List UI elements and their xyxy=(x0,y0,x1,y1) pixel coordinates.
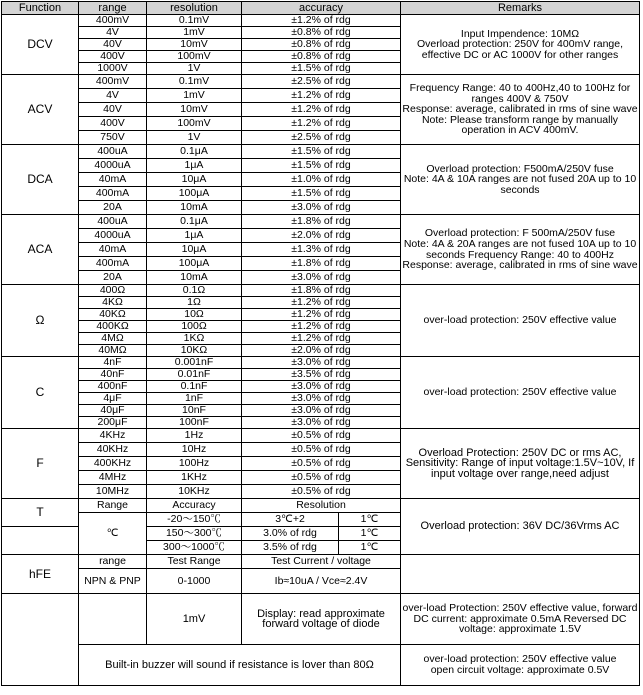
temp-unit: ℃ xyxy=(79,513,147,555)
range-cell: 400mA xyxy=(79,187,147,201)
function-aca: ACA xyxy=(2,215,79,285)
temp-resolution-cell: 1℃ xyxy=(339,541,401,555)
resolution-cell: 10μA xyxy=(147,243,242,257)
resolution-cell: 0.001nF xyxy=(147,357,242,369)
range-cell: 400Ω xyxy=(79,285,147,297)
range-cell: 4V xyxy=(79,89,147,103)
resolution-cell: 100μA xyxy=(147,187,242,201)
resolution-cell: 10μA xyxy=(147,173,242,187)
hfe-range-header: range xyxy=(79,555,147,569)
resolution-cell: 1mV xyxy=(147,27,242,39)
range-cell: 4μF xyxy=(79,393,147,405)
accuracy-cell: ±2.0% of rdg xyxy=(242,229,401,243)
range-cell: 20A xyxy=(79,201,147,215)
resolution-cell: 0.1μA xyxy=(147,215,242,229)
accuracy-cell: ±3.0% of rdg xyxy=(242,405,401,417)
range-cell: 40nF xyxy=(79,369,147,381)
remark-line: Response: average, calibrated in rms of sine wave xyxy=(402,259,638,272)
accuracy-cell: ±1.5% of rdg xyxy=(242,159,401,173)
table-row xyxy=(2,429,640,443)
accuracy-cell: ±1.2% of rdg xyxy=(242,333,401,345)
hfe-test-current-header: Test Current / voltage xyxy=(242,555,401,569)
temp-accuracy-cell: 3.0% of rdg xyxy=(242,527,339,541)
range-cell: 400mV xyxy=(79,15,147,27)
accuracy-cell: ±1.2% of rdg xyxy=(242,103,401,117)
function-blank xyxy=(2,594,79,686)
remarks-aca xyxy=(401,215,640,285)
accuracy-cell: ±0.5% of rdg xyxy=(242,471,401,485)
resolution-cell: 10Hz xyxy=(147,443,242,457)
function-acv: ACV xyxy=(2,75,79,145)
temp-resolution-cell: 1℃ xyxy=(339,513,401,527)
table-row xyxy=(2,555,640,569)
accuracy-cell: ±3.0% of rdg xyxy=(242,271,401,285)
accuracy-cell: ±1.8% of rdg xyxy=(242,257,401,271)
range-cell: 750V xyxy=(79,131,147,145)
range-cell: 400KΩ xyxy=(79,321,147,333)
range-cell: 4MHz xyxy=(79,471,147,485)
function-hfe: hFE xyxy=(2,555,79,594)
resolution-cell: 1μA xyxy=(147,229,242,243)
resolution-cell: 10Ω xyxy=(147,309,242,321)
accuracy-cell: ±2.5% of rdg xyxy=(242,75,401,89)
range-cell: 400uA xyxy=(79,215,147,229)
resolution-cell: 10mV xyxy=(147,103,242,117)
accuracy-cell: ±1.2% of rdg xyxy=(242,321,401,333)
resolution-cell: 10KHz xyxy=(147,485,242,499)
accuracy-cell: ±1.5% of rdg xyxy=(242,187,401,201)
remark-line: Overload Protection: 250V DC or rms AC, Sensitivity: Range of input voltage:1.5V~10V, If input voltage over range,need adjust xyxy=(405,446,635,480)
resolution-cell: 0.1μA xyxy=(147,145,242,159)
header-accuracy: accuracy xyxy=(242,2,401,15)
resolution-cell: 0.1nF xyxy=(147,381,242,393)
hfe-test-range-header: Test Range xyxy=(147,555,242,569)
remark-line: over-load protection: 250V effective value xyxy=(423,386,617,399)
accuracy-cell: ±0.8% of rdg xyxy=(242,39,401,51)
remarks-hfe xyxy=(401,555,640,594)
accuracy-cell: ±1.2% of rdg xyxy=(242,117,401,131)
range-cell: 400V xyxy=(79,51,147,63)
resolution-cell: 1V xyxy=(147,63,242,75)
range-cell: 40mA xyxy=(79,173,147,187)
range-cell: 20A xyxy=(79,271,147,285)
temp-accuracy-cell: 3.5% of rdg xyxy=(242,541,339,555)
table-row xyxy=(2,75,640,89)
remarks-dcv xyxy=(401,15,640,75)
range-cell: 40V xyxy=(79,39,147,51)
accuracy-cell: ±3.0% of rdg xyxy=(242,381,401,393)
remarks-frequency xyxy=(401,429,640,499)
accuracy-cell: ±0.5% of rdg xyxy=(242,457,401,471)
accuracy-cell: ±1.8% of rdg xyxy=(242,285,401,297)
range-cell: 40MΩ xyxy=(79,345,147,357)
range-cell: 4V xyxy=(79,27,147,39)
remarks-acv xyxy=(401,75,640,145)
resolution-cell: 1μA xyxy=(147,159,242,173)
resolution-cell: 100mV xyxy=(147,51,242,63)
function-dca: DCA xyxy=(2,145,79,215)
temp-range-header: Range xyxy=(79,499,147,513)
resolution-cell: 100Ω xyxy=(147,321,242,333)
remark-line: over-load protection: 250V effective value xyxy=(423,653,617,666)
resolution-cell: 0.1mV xyxy=(147,75,242,89)
remarks-dca xyxy=(401,145,640,215)
remark-line: Input Impendence: 10MΩ xyxy=(460,27,580,40)
resolution-cell: 10nF xyxy=(147,405,242,417)
remark-line: Frequency Range: 40 to 400Hz,40 to 100Hz for ranges 400V & 750V xyxy=(409,82,631,105)
remark-line: open circuit voltage: approximate 0.5V xyxy=(430,664,610,676)
range-cell: 4000uA xyxy=(79,159,147,173)
accuracy-cell: ±1.2% of rdg xyxy=(242,15,401,27)
header-row xyxy=(2,2,640,15)
resolution-cell: 10mA xyxy=(147,201,242,215)
range-cell: 40KHz xyxy=(79,443,147,457)
resolution-cell: 0.01nF xyxy=(147,369,242,381)
remark-line: Overload protection: F500mA/250V fuse xyxy=(426,162,614,175)
hfe-type: NPN & PNP xyxy=(79,569,147,594)
temp-accuracy-cell: 3℃+2 xyxy=(242,513,339,527)
diode-range-blank xyxy=(79,594,147,645)
resolution-cell: 1nF xyxy=(147,393,242,405)
temp-resolution-header: Resolution xyxy=(242,499,401,513)
range-cell: 400mV xyxy=(79,75,147,89)
hfe-test-current: Ib≈10uA / Vce≈2.4V xyxy=(242,569,401,594)
accuracy-cell: ±1.2% of rdg xyxy=(242,309,401,321)
accuracy-cell: ±1.2% of rdg xyxy=(242,297,401,309)
resolution-cell: 100nF xyxy=(147,417,242,429)
temp-range-cell: 300～1000℃ xyxy=(147,541,242,555)
range-cell: 10MHz xyxy=(79,485,147,499)
spec-table xyxy=(1,1,640,686)
range-cell: 4KΩ xyxy=(79,297,147,309)
resolution-cell: 1Hz xyxy=(147,429,242,443)
accuracy-cell: ±1.8% of rdg xyxy=(242,215,401,229)
accuracy-cell: ±1.0% of rdg xyxy=(242,173,401,187)
range-cell: 40mA xyxy=(79,243,147,257)
header-resolution: resolution xyxy=(147,2,242,15)
remark-line: Note: 4A & 10A ranges are not fused 20A up to 10 seconds xyxy=(403,173,637,196)
accuracy-cell: ±1.5% of rdg xyxy=(242,145,401,159)
temp-range-cell: 150～300℃ xyxy=(147,527,242,541)
accuracy-cell: ±3.0% of rdg xyxy=(242,417,401,429)
remark-line: Note: Please transform range by manually operation in ACV 400mV. xyxy=(421,113,619,137)
remarks-ohm xyxy=(401,285,640,357)
resolution-cell: 1KΩ xyxy=(147,333,242,345)
temp-resolution-cell: 1℃ xyxy=(339,527,401,541)
accuracy-cell: ±3.0% of rdg xyxy=(242,393,401,405)
resolution-cell: 1KHz xyxy=(147,471,242,485)
resolution-cell: 100Hz xyxy=(147,457,242,471)
resolution-cell: 10mA xyxy=(147,271,242,285)
table-row xyxy=(2,499,640,513)
accuracy-cell: ±2.0% of rdg xyxy=(242,345,401,357)
remarks-buzzer xyxy=(401,645,640,686)
table-row xyxy=(2,594,640,645)
range-cell: 400nF xyxy=(79,381,147,393)
function-temperature-spacer xyxy=(2,527,79,541)
accuracy-cell: ±1.2% of rdg xyxy=(242,89,401,103)
temp-range-cell: -20～150℃ xyxy=(147,513,242,527)
range-cell: 40V xyxy=(79,103,147,117)
remark-line: over-load protection: 250V effective value xyxy=(423,314,617,327)
resolution-cell: 100μA xyxy=(147,257,242,271)
remark-line: over-load Protection: 250V effective value, forward DC current: approximate 0.5mA Reversed DC voltage: approximate 1.5V xyxy=(402,602,638,636)
remarks-capacitance xyxy=(401,357,640,429)
remarks-diode xyxy=(401,594,640,645)
accuracy-cell: ±1.3% of rdg xyxy=(242,243,401,257)
range-cell: 4MΩ xyxy=(79,333,147,345)
resolution-cell: 10KΩ xyxy=(147,345,242,357)
function-frequency: F xyxy=(2,429,79,499)
range-cell: 1000V xyxy=(79,63,147,75)
resolution-cell: 100mV xyxy=(147,117,242,131)
function-dcv: DCV xyxy=(2,15,79,75)
range-cell: 40μF xyxy=(79,405,147,417)
resolution-cell: 1V xyxy=(147,131,242,145)
accuracy-cell: ±0.5% of rdg xyxy=(242,443,401,457)
resolution-cell: 0.1Ω xyxy=(147,285,242,297)
header-function: Function xyxy=(2,2,79,15)
table-row xyxy=(2,215,640,229)
header-remarks: Remarks xyxy=(401,2,640,15)
accuracy-cell: ±0.5% of rdg xyxy=(242,429,401,443)
table-row xyxy=(2,145,640,159)
remark-line: Response: average, calibrated in rms of sine wave xyxy=(402,103,638,116)
table-row xyxy=(2,15,640,27)
range-cell: 200μF xyxy=(79,417,147,429)
remark-line: Note: 4A & 20A ranges are not fused 10A up to 10 seconds Frequency Range: 40 to 400Hz xyxy=(403,237,637,261)
range-cell: 4000uA xyxy=(79,229,147,243)
function-temperature-spacer xyxy=(2,541,79,555)
range-cell: 400V xyxy=(79,117,147,131)
temp-accuracy-header: Accuracy xyxy=(147,499,242,513)
accuracy-cell: ±3.0% of rdg xyxy=(242,201,401,215)
range-cell: 400KHz xyxy=(79,457,147,471)
remark-line: Overload protection: 250V for 400mV range, effective DC or AC 1000V for other ranges xyxy=(416,38,624,61)
accuracy-cell: ±2.5% of rdg xyxy=(242,131,401,145)
buzzer-desc: Built-in buzzer will sound if resistance is lover than 80Ω xyxy=(79,645,401,686)
remark-line: Overload protection: F 500mA/250V fuse xyxy=(424,227,616,240)
remark-line: Overload protection: 36V DC/36Vrms AC xyxy=(420,520,620,533)
diode-value: 1mV xyxy=(147,594,242,645)
table-row xyxy=(2,357,640,369)
resolution-cell: 1Ω xyxy=(147,297,242,309)
table-row xyxy=(2,285,640,297)
accuracy-cell: ±3.0% of rdg xyxy=(242,357,401,369)
hfe-test-range: 0-1000 xyxy=(147,569,242,594)
table-row xyxy=(2,645,640,686)
range-cell: 4KHz xyxy=(79,429,147,443)
accuracy-cell: ±0.8% of rdg xyxy=(242,51,401,63)
accuracy-cell: ±0.5% of rdg xyxy=(242,485,401,499)
accuracy-cell: ±1.5% of rdg xyxy=(242,63,401,75)
range-cell: 40KΩ xyxy=(79,309,147,321)
resolution-cell: 1mV xyxy=(147,89,242,103)
function-ohm: Ω xyxy=(2,285,79,357)
function-capacitance: C xyxy=(2,357,79,429)
accuracy-cell: ±0.8% of rdg xyxy=(242,27,401,39)
range-cell: 4nF xyxy=(79,357,147,369)
resolution-cell: 10mV xyxy=(147,39,242,51)
remarks-temperature xyxy=(401,499,640,555)
header-range: range xyxy=(79,2,147,15)
range-cell: 400uA xyxy=(79,145,147,159)
resolution-cell: 0.1mV xyxy=(147,15,242,27)
function-temperature: T xyxy=(2,499,79,527)
accuracy-cell: ±3.5% of rdg xyxy=(242,369,401,381)
diode-desc: Display: read approximate forward voltage of diode xyxy=(242,594,401,645)
range-cell: 400mA xyxy=(79,257,147,271)
